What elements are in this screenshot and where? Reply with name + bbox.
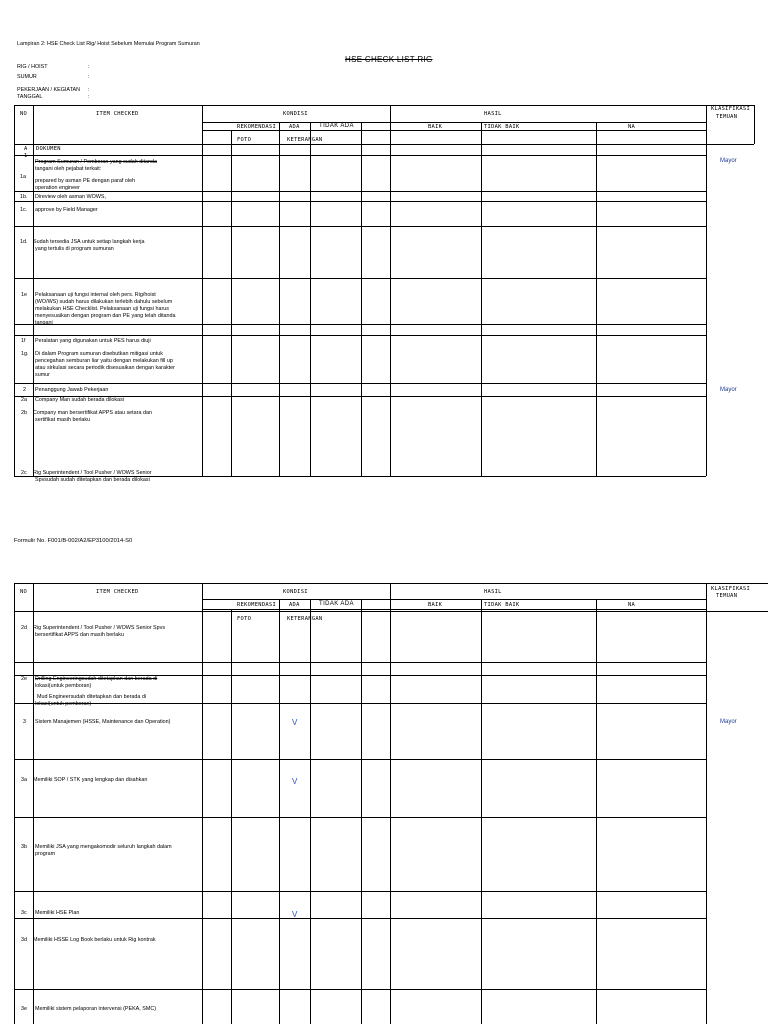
section-label: DOKUMEN	[36, 146, 61, 152]
header-tidak-baik: TIDAK BAIK	[484, 602, 520, 608]
klasifikasi-mayor: Mayor	[720, 719, 737, 725]
row-no: 3e	[21, 1006, 27, 1012]
row-no: 1f	[21, 338, 26, 344]
header-foto: FOTO	[237, 616, 252, 622]
row-text: pencegahan semburan liar yaitu dengan melakukan fill up	[35, 358, 173, 364]
header-na: NA	[628, 602, 636, 608]
row-text: Sudah tersedia JSA untuk setiap langkah kerja	[33, 239, 145, 245]
row-text: melakukan HSE Checklist. Pelaksanaan uji fungsi harus	[35, 306, 169, 312]
row-text: Memiliki HSE Plan	[35, 910, 80, 916]
row-no: 1b.	[20, 194, 28, 200]
row-no: 1c.	[20, 207, 28, 213]
row-no: 1g.	[21, 351, 29, 357]
row-text: approve by Field Manager	[35, 207, 98, 213]
header-hasil: HASIL	[484, 589, 502, 595]
row-no: 1	[24, 153, 28, 159]
header-klasifikasi: KLASIFIKASI	[711, 106, 750, 112]
row-text: Memiliki SOP / STK yang lengkap dan disahkan	[33, 777, 148, 783]
row-text: Mud Engineersudah ditetapkan dan berada di	[37, 694, 147, 700]
row-text: tangani	[35, 320, 53, 326]
header-no: NO	[20, 589, 28, 595]
row-no: 3	[23, 719, 26, 725]
row-text: Rig Superintendent / Tool Pusher / WOWS Senior Spvs	[33, 625, 166, 631]
row-no: 1e	[21, 292, 27, 298]
row-text: sertifikat masih berlaku	[35, 417, 91, 423]
header-foto: FOTO	[237, 137, 252, 143]
page-title: HSE CHECK LIST RIG	[345, 55, 433, 64]
row-text: (WO/WS) sudah harus dilakukan terlebih dahulu sebelum	[35, 299, 173, 305]
field-colon-sumur: :	[88, 74, 90, 80]
header-temuan: TEMUAN	[716, 114, 738, 120]
field-label-tanggal: TANGGAL	[17, 94, 43, 100]
header-ada: ADA	[289, 602, 300, 608]
row-no: A	[24, 146, 28, 152]
header-rekomendasi: REKOMENDASI	[237, 602, 276, 608]
header-tidak-ada: TIDAK ADA	[319, 601, 354, 607]
row-text: bersertifikat APPS dan masih berlaku	[35, 632, 124, 638]
row-no: 3c	[21, 910, 27, 916]
field-label-sumur: SUMUR	[17, 74, 37, 80]
row-text: lokasi(untuk pemboran)	[35, 701, 92, 707]
row-text: program	[35, 851, 56, 857]
header-baik: BAIK	[428, 124, 443, 130]
row-text: sumur	[35, 372, 50, 378]
row-no: 2c	[21, 470, 27, 476]
row-no: 1a	[20, 174, 26, 180]
row-no: 2e	[21, 676, 27, 682]
row-text: Company man bersertifikat APPS atau setara dan	[33, 410, 152, 416]
header-item-checked: ITEM CHECKED	[96, 111, 139, 117]
row-no: 3d	[21, 937, 27, 943]
row-no: 2b	[21, 410, 27, 416]
header-keterangan: KETERANGAN	[287, 137, 323, 143]
header-keterangan: KETERANGAN	[287, 616, 323, 622]
row-text: Di dalam Program sumuran disebutkan mitigasi untuk	[35, 351, 163, 357]
header-temuan: TEMUAN	[716, 593, 738, 599]
row-text: Memiliki HSSE Log Book berlaku untuk Rig kontrak	[33, 937, 156, 943]
header-kondisi: KONDISI	[283, 111, 308, 117]
header-no: NO	[20, 111, 28, 117]
check-mark: V	[292, 718, 298, 727]
check-mark: V	[292, 777, 298, 786]
row-text: menyesuaikan dengan program dan PE yang telah ditanda	[35, 313, 176, 319]
klasifikasi-mayor: Mayor	[720, 387, 737, 393]
field-label-rig: RIG / HOIST	[17, 64, 48, 70]
header-hasil: HASIL	[484, 111, 502, 117]
field-colon-tanggal: :	[88, 94, 90, 100]
field-label-pekerjaan: PEKERJAAN / KEGIATAN	[17, 87, 81, 93]
row-text: Program Sumuran / Pemboran yang sudah ditanda	[35, 159, 157, 165]
row-text: yang tertulis di program sumuran	[35, 246, 114, 252]
field-colon-pekerjaan: :	[88, 87, 90, 93]
row-text: Sistem Manajemen (HSSE, Maintenance dan Operation)	[35, 719, 171, 725]
header-klasifikasi: KLASIFIKASI	[711, 586, 750, 592]
header-kondisi: KONDISI	[283, 589, 308, 595]
header-na: NA	[628, 124, 636, 130]
row-text: tangani oleh pejabat terkait:	[35, 166, 102, 172]
row-no: 3a	[21, 777, 27, 783]
row-no: 2d	[21, 625, 27, 631]
form-number: Formulir No. F001/B-002/A2/EP3100/2014-S0	[14, 538, 133, 544]
row-text: Rig Superintendent / Tool Pusher / WOWS Senior	[33, 470, 152, 476]
attachment-title: Lampiran 2: HSE Check List Rig/ Hoist Sebelum Memulai Program Sumuran	[17, 41, 200, 47]
header-tidak-ada: TIDAK ADA	[319, 123, 354, 129]
row-no: 3b	[21, 844, 27, 850]
row-text: prepared by asman PE dengan paraf oleh	[35, 178, 136, 184]
row-text: Direview oleh asman WOWS,	[35, 194, 106, 200]
row-text: lokasi(untuk pemboran)	[35, 683, 92, 689]
row-text: Penanggung Jawab Pekerjaan	[35, 387, 109, 393]
row-text: Spvsudah sudah ditetapkan dan berada dilokasi	[35, 477, 150, 483]
row-text: Pelaksanaan uji fungsi internal oleh pers. Rig/hoist	[35, 292, 156, 298]
row-text: Memiliki sistem pelaporan intervensi (PEKA, SMC)	[35, 1006, 157, 1012]
row-text: Peralatan yang digunakan untuk PES harus diuji	[35, 338, 151, 344]
row-no: 2a	[21, 397, 27, 403]
row-text: Memiliki JSA yang mengakomodir seluruh langkah dalam	[35, 844, 172, 850]
row-text: operation engineer	[35, 185, 80, 191]
row-no: 2	[23, 387, 26, 393]
field-colon-rig: :	[88, 64, 90, 70]
header-item-checked: ITEM CHECKED	[96, 589, 139, 595]
row-text: Drilling Engineeringsudah ditetapkan dan berada di	[35, 676, 158, 682]
row-no: 1d.	[20, 239, 28, 245]
row-text: Company Man sudah berada dilokasi	[35, 397, 124, 403]
header-tidak-baik: TIDAK BAIK	[484, 124, 520, 130]
header-ada: ADA	[289, 124, 300, 130]
row-text: atau sirkulasi secara periodik disesuaikan dengan karakter	[35, 365, 175, 371]
klasifikasi-mayor: Mayor	[720, 158, 737, 164]
header-rekomendasi: REKOMENDASI	[237, 124, 276, 130]
check-mark: V	[292, 910, 298, 919]
header-baik: BAIK	[428, 602, 443, 608]
